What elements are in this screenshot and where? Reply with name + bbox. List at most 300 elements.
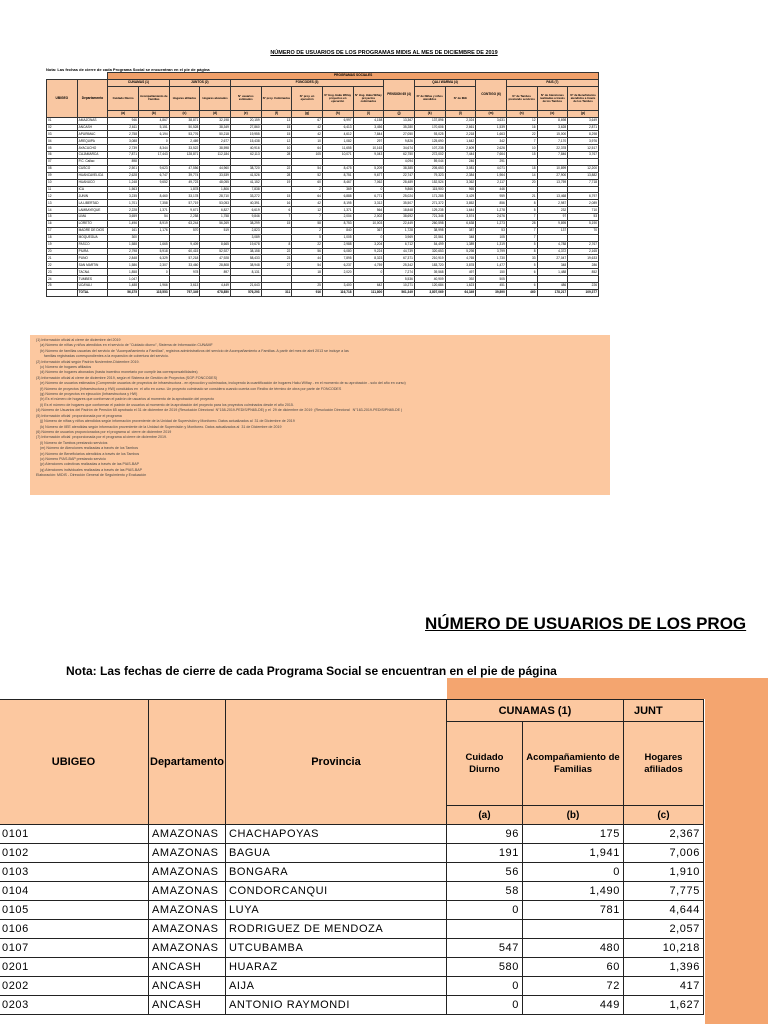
mini-cell: 7 xyxy=(292,214,323,221)
mini-cell: 54 xyxy=(138,214,169,221)
mini-cell: 48,055 xyxy=(200,179,231,186)
mini-cell: 33,272 xyxy=(230,193,261,200)
departamento-cell: ANCASH xyxy=(149,977,226,996)
hogares-cell: 7,775 xyxy=(623,882,703,901)
mini-cell: 320,653 xyxy=(414,248,445,255)
mini-cell: 67 xyxy=(292,117,323,124)
mini-cell: 6,619 xyxy=(230,207,261,214)
mini-cell: 57,218 xyxy=(169,255,200,262)
mini-cell: 2,676 xyxy=(476,214,507,221)
th-pension65: PENSION 65 (4) xyxy=(384,79,415,110)
mini-cell: 112,184 xyxy=(200,152,231,159)
mini-cell: MOQUEGUA xyxy=(77,234,108,241)
mini-cell: 93,025 xyxy=(414,131,445,138)
mini-cell: P.C. Callao xyxy=(77,159,108,166)
mini-cell: 70 xyxy=(568,227,599,234)
mini-cell: 3,400 xyxy=(322,283,353,290)
mini-cell: 60 xyxy=(292,179,323,186)
mini-cell: 5 xyxy=(506,207,537,214)
mini-cell: MADRE DE DIOS xyxy=(77,227,108,234)
mini-cell: 12 xyxy=(292,207,323,214)
mini-col-header: N° Hog. Haku Wiñay proyectos culminados xyxy=(353,86,384,110)
mini-cell xyxy=(537,186,568,193)
mini-cell: 5,536 xyxy=(384,276,415,283)
mini-cell: 2,871 xyxy=(568,124,599,131)
mini-cell: 10,899 xyxy=(537,165,568,172)
letter-b: (b) xyxy=(522,806,623,825)
mini-cell: 8,753 xyxy=(322,221,353,228)
mini-cell: 9,409 xyxy=(169,241,200,248)
table-row xyxy=(0,901,703,920)
mini-cell: 129,235 xyxy=(414,207,445,214)
mini-cell: 9,846 xyxy=(230,214,261,221)
mini-col-header: N° usuarios estimados xyxy=(230,86,261,110)
mini-cell: 17,443 xyxy=(138,152,169,159)
acompanamiento-cell xyxy=(522,920,623,939)
mini-cell xyxy=(261,234,292,241)
mini-letter: (d) xyxy=(200,110,231,117)
mini-cell: 8,475 xyxy=(322,165,353,172)
mini-cell: 161 xyxy=(108,227,139,234)
acompanamiento-cell: 781 xyxy=(522,901,623,920)
mini-cell: 18 xyxy=(292,269,323,276)
mini-cell: 7,358 xyxy=(138,200,169,207)
mini-cell: 7,838 xyxy=(230,186,261,193)
mini-cell: 8,323 xyxy=(353,255,384,262)
mini-table-row xyxy=(47,200,599,207)
mini-cell: 3,628 xyxy=(537,124,568,131)
ubigeo-cell: 0106 xyxy=(0,920,149,939)
mini-cell: 23 xyxy=(261,255,292,262)
table-row xyxy=(0,958,703,977)
mini-cell: 58,433 xyxy=(230,255,261,262)
mini-cell: ICA xyxy=(77,186,108,193)
group-pais: PAIS (7) xyxy=(506,79,598,86)
mini-cell: 8,298 xyxy=(568,131,599,138)
mini-cell: 19 xyxy=(47,241,78,248)
footnote-line: (i) Es el número de hogares que conforman el padrón de usuarios al momento de la aprobación del proyecto para los proyectos culminados desde el año 2015. xyxy=(36,402,294,407)
mini-cell: 6,747 xyxy=(138,172,169,179)
mini-cell: 54 xyxy=(292,165,323,172)
mini-cell: PUNO xyxy=(77,255,108,262)
provincia-cell: UTCUBAMBA xyxy=(225,939,446,958)
mini-cell: 4,449 xyxy=(200,283,231,290)
mini-cell: 5,190 xyxy=(568,221,599,228)
mini-cell: 10,071 xyxy=(322,152,353,159)
mini-cell: ANCASH xyxy=(77,124,108,131)
mini-total-cell: 39,890 xyxy=(476,289,507,296)
mini-cell: 271,372 xyxy=(414,200,445,207)
mini-cell: 7,718 xyxy=(568,179,599,186)
th-contigo: CONTIGO (6) xyxy=(476,79,507,110)
mini-cell: 52,927 xyxy=(200,248,231,255)
mini-cell: 15,000 xyxy=(537,131,568,138)
table-row xyxy=(0,844,703,863)
mini-total-cell: 115,553 xyxy=(138,289,169,296)
mini-cell: 47,556 xyxy=(169,165,200,172)
table-row xyxy=(0,882,703,901)
mini-total-cell: 3,807,069 xyxy=(414,289,445,296)
mini-cell: 1,319 xyxy=(476,241,507,248)
mini-table-row xyxy=(47,145,599,152)
mini-cell: 56 xyxy=(292,248,323,255)
mini-cell: 33,460 xyxy=(169,262,200,269)
mini-cell: 297 xyxy=(353,138,384,145)
mini-cell: 63,244 xyxy=(169,221,200,228)
mini-cell xyxy=(138,159,169,166)
mini-cell: 2,611 xyxy=(108,124,139,131)
mini-cell: 28,489 xyxy=(384,179,415,186)
footnote-line: (g) Número de proyectos en ejecución (Infraestructura y HW) xyxy=(36,392,138,397)
mini-cell: 2,767 xyxy=(568,241,599,248)
zoom-table xyxy=(0,699,704,1015)
mini-col-header: N° de Beneficiarios atendidos a través de los Tambos xyxy=(568,86,599,110)
mini-cell: 8,195 xyxy=(322,200,353,207)
program-band-zoom xyxy=(447,678,768,699)
hogares-cell: 10,218 xyxy=(623,939,703,958)
th-cuidado-diurno: Cuidado Diurno xyxy=(446,722,522,806)
provincia-cell: LUYA xyxy=(225,901,446,920)
mini-table-row xyxy=(47,124,599,131)
mini-cell: 9,866 xyxy=(384,186,415,193)
mini-cell: 47,928 xyxy=(200,255,231,262)
mini-cell: 15 xyxy=(261,131,292,138)
mini-cell: 3,659 xyxy=(108,214,139,221)
footnote-line: (d) Número de hogares abonados (hasta incentivo monetario por cumplir las corresponsabilidades) xyxy=(36,370,198,375)
mini-cell: 2,024 xyxy=(445,117,476,124)
mini-cell: 348 xyxy=(537,262,568,269)
mini-cell: 15 xyxy=(261,193,292,200)
mini-cell: 7 xyxy=(506,234,537,241)
mini-cell: 3,767 xyxy=(568,152,599,159)
mini-cell: APURIMAC xyxy=(77,131,108,138)
mini-cell: 3,312 xyxy=(353,200,384,207)
mini-cell: 387 xyxy=(445,227,476,234)
mini-cell: LIMA xyxy=(77,214,108,221)
mini-cell: 342 xyxy=(476,138,507,145)
footnote-line: (a) Número de niñas y niños atendidos en el servicio de "Cuidado diurno", Sistema de Información CUNAMF xyxy=(36,343,213,348)
mini-cell: 32,198 xyxy=(200,117,231,124)
mini-cell: 42 xyxy=(292,200,323,207)
mini-cell: 9,671 xyxy=(169,207,200,214)
mini-cell: 35,280 xyxy=(384,124,415,131)
mini-cell: 07 xyxy=(47,159,78,166)
mini-cell: 128,871 xyxy=(169,152,200,159)
mini-cell: 6,413 xyxy=(322,124,353,131)
mini-cell: 105 xyxy=(476,234,507,241)
hogares-cell: 1,396 xyxy=(623,958,703,977)
mini-cell: 8,131 xyxy=(230,269,261,276)
mini-cell: 210,919 xyxy=(414,255,445,262)
letter-c: (c) xyxy=(623,806,703,825)
mini-cell xyxy=(568,159,599,166)
mini-cell: 959 xyxy=(476,193,507,200)
mini-cell: 1,758 xyxy=(200,214,231,221)
mini-cell: 2,002 xyxy=(353,214,384,221)
mini-cell: 04 xyxy=(47,138,78,145)
footnote-line: (2) Información oficial según Padrón Noviembre-Diciembre 2019. xyxy=(36,359,140,364)
mini-letter: (j) xyxy=(384,110,415,117)
mini-cell: 1,539 xyxy=(476,124,507,131)
acompanamiento-cell: 60 xyxy=(522,958,623,977)
mini-cell: 1,176 xyxy=(138,227,169,234)
mini-cell: 1,563 xyxy=(108,186,139,193)
mini-cell: 3,362 xyxy=(445,179,476,186)
th-acompanamiento: Acompañamiento de Familias xyxy=(522,722,623,806)
mini-cell: 38,720 xyxy=(230,165,261,172)
footnote-line: (7) Información oficial proporcionada por el programa al cierre de diciembre 2019. xyxy=(36,435,168,440)
mini-cell xyxy=(138,234,169,241)
mini-cell: 226 xyxy=(568,283,599,290)
provincia-cell: CHACHAPOYAS xyxy=(225,825,446,844)
footnote-line: (3) Información oficial al cierre de diciembre 2019, según el Sistema de Gestión de Proyectos (SGP-FONCODES) xyxy=(36,375,218,380)
mini-cell: 978 xyxy=(169,269,200,276)
mini-cell: 120,684 xyxy=(414,283,445,290)
mini-cell: 15 xyxy=(261,124,292,131)
mini-cell: 1,488 xyxy=(108,283,139,290)
cuidado-diurno-cell: 0 xyxy=(446,996,522,1015)
provincia-cell: CONDORCANQUI xyxy=(225,882,446,901)
mini-cell: 28 xyxy=(261,172,292,179)
mini-cell: 2,626 xyxy=(476,145,507,152)
mini-cell: 19 xyxy=(261,179,292,186)
mini-cell: 62,750 xyxy=(384,152,415,159)
mini-cell: 58 xyxy=(292,221,323,228)
mini-cell: 2 xyxy=(292,186,323,193)
mini-cell xyxy=(261,269,292,276)
mini-table-row xyxy=(47,262,599,269)
mini-cell: 6,888 xyxy=(322,193,353,200)
mini-cell: 0 xyxy=(353,269,384,276)
mini-cell: 39,774 xyxy=(169,172,200,179)
program-band: PROGRAMAS SOCIALES xyxy=(108,73,599,80)
mini-cell: 6 xyxy=(506,269,537,276)
mini-cell: 8,344 xyxy=(138,145,169,152)
departamento-cell: AMAZONAS xyxy=(149,882,226,901)
mini-cell: LAMBAYEQUE xyxy=(77,207,108,214)
mini-cell: 28,808 xyxy=(200,262,231,269)
mini-cell: 7 xyxy=(506,138,537,145)
zoomed-view xyxy=(0,600,768,1024)
group-cunamas: CUNAMAS (1) xyxy=(108,79,169,86)
mini-cell: 2,020 xyxy=(322,269,353,276)
mini-cell: 11,655 xyxy=(322,145,353,152)
mini-cell: 25,342 xyxy=(384,262,415,269)
mini-cell: 5 xyxy=(506,262,537,269)
mini-cell xyxy=(200,276,231,283)
mini-cell: 2,798 xyxy=(108,248,139,255)
mini-cell xyxy=(506,186,537,193)
mini-table-row xyxy=(47,186,599,193)
mini-cell: 3,429 xyxy=(445,193,476,200)
mini-cell: 18,848 xyxy=(384,207,415,214)
th-provincia-zoom: Provincia xyxy=(225,700,446,825)
mini-cell: 53 xyxy=(568,214,599,221)
mini-cell: 1,663 xyxy=(476,131,507,138)
mini-cell: 137 xyxy=(537,227,568,234)
mini-table-row xyxy=(47,193,599,200)
mini-cell: 2,165 xyxy=(568,248,599,255)
mini-cell: 23 xyxy=(47,269,78,276)
mini-cell: 0 xyxy=(138,138,169,145)
mini-cell: 27,047 xyxy=(537,255,568,262)
mini-cell: 2 xyxy=(292,227,323,234)
mini-cell: 1,966 xyxy=(138,283,169,290)
mini-cell xyxy=(261,276,292,283)
mini-total-cell: 797,349 xyxy=(169,289,200,296)
acompanamiento-cell: 1,941 xyxy=(522,844,623,863)
mini-cell: 44,739 xyxy=(384,248,415,255)
mini-cell: 64 xyxy=(292,193,323,200)
mini-cell: 232 xyxy=(537,207,568,214)
mini-cell: PIURA xyxy=(77,248,108,255)
mini-cell: 1,806 xyxy=(200,186,231,193)
mini-cell: 10 xyxy=(292,138,323,145)
mini-cell: 898 xyxy=(108,159,139,166)
mini-cell: 9,652 xyxy=(138,179,169,186)
mini-cell: 12 xyxy=(506,117,537,124)
mini-cell: 9,826 xyxy=(384,138,415,145)
mini-cell xyxy=(506,276,537,283)
mini-cell xyxy=(169,276,200,283)
mini-cell xyxy=(353,159,384,166)
mini-letter: (g) xyxy=(292,110,323,117)
mini-table-row xyxy=(47,241,599,248)
mini-cell: 2,823 xyxy=(230,227,261,234)
mini-cell: 13,468 xyxy=(537,193,568,200)
cuidado-diurno-cell: 96 xyxy=(446,825,522,844)
mini-cell: 300 xyxy=(108,234,139,241)
mini-cell: 7,062 xyxy=(353,179,384,186)
footnote-line: (5) Información oficial proporcionada por el programa xyxy=(36,413,122,418)
mini-cell: 6,997 xyxy=(322,117,353,124)
mini-cell: 3,969 xyxy=(384,234,415,241)
mini-cell: 2,089 xyxy=(568,200,599,207)
thumbnail-table xyxy=(46,72,599,297)
mini-cell: 44 xyxy=(292,255,323,262)
mini-cell: 2,628 xyxy=(108,172,139,179)
mini-table-row xyxy=(47,152,599,159)
mini-cell: 13,759 xyxy=(537,179,568,186)
th-hogares-afiliados: Hogares afiliados xyxy=(623,722,703,806)
mini-cell: 1,278 xyxy=(476,207,507,214)
hogares-cell: 1,910 xyxy=(623,863,703,882)
footnote-line: (6) Número de usuarios proporcionados por el programa al cierre de diciembre 2019 xyxy=(36,429,172,434)
mini-cell: 5,918 xyxy=(138,248,169,255)
mini-cell: 27,050 xyxy=(384,131,415,138)
mini-cell: 22,747 xyxy=(384,172,415,179)
mini-cell xyxy=(568,234,599,241)
table-row xyxy=(0,863,703,882)
mini-col-header: N° de IIEE xyxy=(445,86,476,110)
mini-cell: 170,606 xyxy=(414,124,445,131)
mini-cell: 291 xyxy=(476,159,507,166)
mini-cell xyxy=(200,159,231,166)
mini-letter: (f) xyxy=(261,110,292,117)
footnote-line: (n) Número de Beneficiarios atendidos a través de los Tambos xyxy=(36,451,140,456)
mini-cell: 446 xyxy=(476,186,507,193)
mini-cell: 9,895 xyxy=(537,221,568,228)
mini-cell: LA LIBERTAD xyxy=(77,200,108,207)
mini-cell: 2,609 xyxy=(445,145,476,152)
provincia-cell: BONGARA xyxy=(225,863,446,882)
mini-table-row xyxy=(47,165,599,172)
mini-cell: 19,678 xyxy=(230,241,261,248)
mini-cell: 2,677 xyxy=(200,138,231,145)
mini-cell: 721,346 xyxy=(414,214,445,221)
mini-cell xyxy=(568,276,599,283)
mini-cell: CUSCO xyxy=(77,165,108,172)
mini-cell xyxy=(322,159,353,166)
mini-cell: 272,002 xyxy=(414,152,445,159)
mini-table-row xyxy=(47,172,599,179)
mini-cell: 9,224 xyxy=(353,248,384,255)
mini-total-cell: 460 xyxy=(506,289,537,296)
mini-cell: 3,456 xyxy=(353,124,384,131)
cuidado-diurno-cell xyxy=(446,920,522,939)
mini-cell: 4,765 xyxy=(445,255,476,262)
mini-cell: 35,507 xyxy=(384,200,415,207)
mini-total-cell: 678,850 xyxy=(200,289,231,296)
mini-cell: 25 xyxy=(292,283,323,290)
mini-cell xyxy=(261,283,292,290)
mini-cell: 348 xyxy=(445,234,476,241)
mini-cell: 1,496 xyxy=(108,221,139,228)
group-juntos-zoom: JUNT xyxy=(623,700,703,722)
mini-cell: 246 xyxy=(445,159,476,166)
th-departamento: Departamento xyxy=(77,79,108,117)
mini-cell: 60,415 xyxy=(169,248,200,255)
mini-cell: 67,371 xyxy=(384,255,415,262)
mini-cell: 4,612 xyxy=(322,131,353,138)
departamento-cell: ANCASH xyxy=(149,958,226,977)
mini-cell: 59,044 xyxy=(414,159,445,166)
mini-table-row xyxy=(47,248,599,255)
mini-cell: 10,271 xyxy=(384,283,415,290)
mini-cell: 0 xyxy=(353,186,384,193)
mini-cell: 62,113 xyxy=(230,152,261,159)
hogares-cell: 417 xyxy=(623,977,703,996)
mini-cell: 1,730 xyxy=(476,255,507,262)
table-row xyxy=(0,920,703,939)
mini-cell: 42 xyxy=(292,131,323,138)
mini-cell: 52 xyxy=(292,172,323,179)
mini-cell: 53,053 xyxy=(200,200,231,207)
mini-cell: 5,298 xyxy=(445,248,476,255)
mini-cell: 3,089 xyxy=(230,234,261,241)
mini-cell: 13 xyxy=(261,117,292,124)
group-juntos: JUNTOS (2) xyxy=(169,79,230,86)
mini-cell: 50,528 xyxy=(169,124,200,131)
mini-cell: 1,665 xyxy=(138,241,169,248)
mini-total-cell: 116,718 xyxy=(322,289,353,296)
footnote-line: (1) Información oficial al cierre de diciembre del 2019 xyxy=(36,338,121,342)
group-foncodes: FONCODES (3) xyxy=(230,79,383,86)
mini-total-cell xyxy=(47,289,78,296)
acompanamiento-cell: 175 xyxy=(522,825,623,844)
mini-cell: 505 xyxy=(476,276,507,283)
mini-cell: 137,896 xyxy=(414,117,445,124)
cuidado-diurno-cell: 580 xyxy=(446,958,522,977)
mini-cell: 205,653 xyxy=(414,165,445,172)
mini-cell: 2,004 xyxy=(322,214,353,221)
mini-total-cell: 916 xyxy=(292,289,323,296)
mini-cell: 1,248 xyxy=(108,179,139,186)
provincia-cell: AIJA xyxy=(225,977,446,996)
mini-cell: 107,235 xyxy=(414,145,445,152)
mini-letter: (e) xyxy=(230,110,261,117)
mini-cell: 05 xyxy=(47,145,78,152)
